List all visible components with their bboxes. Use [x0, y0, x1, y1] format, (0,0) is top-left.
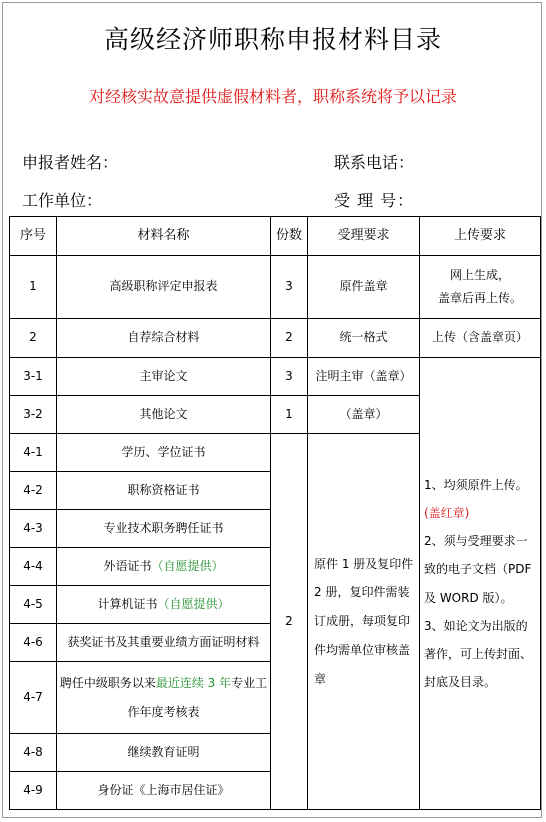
- header-name: 材料名称: [57, 217, 271, 256]
- row-no: 4-2: [10, 472, 57, 510]
- upload-line-1: 网上生成，: [449, 268, 510, 283]
- row-name-text: 外语证书: [103, 558, 152, 573]
- upload-line-2: 盖章后再上传。: [437, 291, 522, 305]
- row-name-post: 专业工作年度考核表: [127, 675, 268, 719]
- acceptance-no-label: 受 理 号：: [334, 191, 415, 210]
- row-no: 4-1: [10, 434, 57, 472]
- upload-req-1-red: (盖红章): [424, 505, 470, 520]
- row-no: 3-2: [10, 396, 57, 434]
- row-name: 自荐综合材料: [57, 319, 271, 358]
- header-copies: 份数: [271, 217, 308, 256]
- row-name: 其他论文: [57, 396, 271, 434]
- upload-req-2: 2、须与受理要求一致的电子文档（PDF 及 WORD 版）。: [424, 534, 532, 605]
- row-name-note: （自愿提供）: [157, 596, 230, 611]
- row-no: 2: [10, 319, 57, 358]
- row-name: 获奖证书及其重要业绩方面证明材料: [57, 624, 271, 662]
- table-row: [10, 256, 541, 319]
- row-no: 4-4: [10, 548, 57, 586]
- row-copies: 2: [271, 319, 308, 358]
- row-no: 4-3: [10, 510, 57, 548]
- row-no: 3-1: [10, 358, 57, 396]
- row-no: 4-7: [10, 662, 57, 734]
- employer-label: 工作单位：: [22, 191, 103, 210]
- row-name-note: （自愿提供）: [151, 558, 224, 573]
- row-name-highlight: 最近连续 3 年: [155, 675, 232, 690]
- row-name: 学历、学位证书: [57, 434, 271, 472]
- header-no: 序号: [10, 217, 57, 256]
- warning-notice: 对经核实故意提供虚假材料者，职称系统将予以记录: [88, 87, 457, 106]
- row-copies: 3: [271, 256, 308, 319]
- upload-req-3: 3、如论文为出版的著作，可上传封面、封底及目录。: [424, 618, 533, 690]
- table-header-row: [10, 217, 541, 256]
- row-accept: 原件盖章: [308, 256, 420, 319]
- table-row: [10, 358, 541, 396]
- row-name-pre: 聘任中级职务以来: [59, 675, 156, 690]
- row-name: 高级职称评定申报表: [57, 256, 271, 319]
- row-name-text: 计算机证书: [97, 596, 158, 611]
- row-upload: 上传（含盖章页）: [420, 319, 541, 358]
- applicant-name-label: 申报者姓名：: [22, 153, 119, 172]
- row-copies: 3: [271, 358, 308, 396]
- group4-accept: 原件 1 册及复印件 2 册，复印件需装订成册，每项复印件均需单位审核盖章: [308, 434, 420, 810]
- row-accept: 注明主审（盖章）: [308, 358, 420, 396]
- page-title: 高级经济师职称申报材料目录: [103, 25, 442, 54]
- row-name: [57, 586, 271, 624]
- row-name: [57, 548, 271, 586]
- row-upload: [420, 256, 541, 319]
- row-name: 身份证《上海市居住证》: [57, 772, 271, 810]
- row-name: 专业技术职务聘任证书: [57, 510, 271, 548]
- row-copies: 1: [271, 396, 308, 434]
- row-name: 主审论文: [57, 358, 271, 396]
- row-no: 1: [10, 256, 57, 319]
- phone-label: 联系电话：: [334, 153, 415, 172]
- row-no: 4-8: [10, 734, 57, 772]
- row-name: 继续教育证明: [57, 734, 271, 772]
- row-no: 4-6: [10, 624, 57, 662]
- group4-copies: 2: [271, 434, 308, 810]
- table-row: [10, 319, 541, 358]
- materials-table: [9, 216, 541, 810]
- row-no: 4-9: [10, 772, 57, 810]
- row-accept: （盖章）: [308, 396, 420, 434]
- upload-req-1: 1、均须原件上传。: [424, 477, 528, 492]
- row-accept: 统一格式: [308, 319, 420, 358]
- row-no: 4-5: [10, 586, 57, 624]
- header-upload: 上传要求: [420, 217, 541, 256]
- row-name: 职称资格证书: [57, 472, 271, 510]
- header-accept: 受理要求: [308, 217, 420, 256]
- upload-requirements-merged: [420, 358, 541, 810]
- row-name: [57, 662, 271, 734]
